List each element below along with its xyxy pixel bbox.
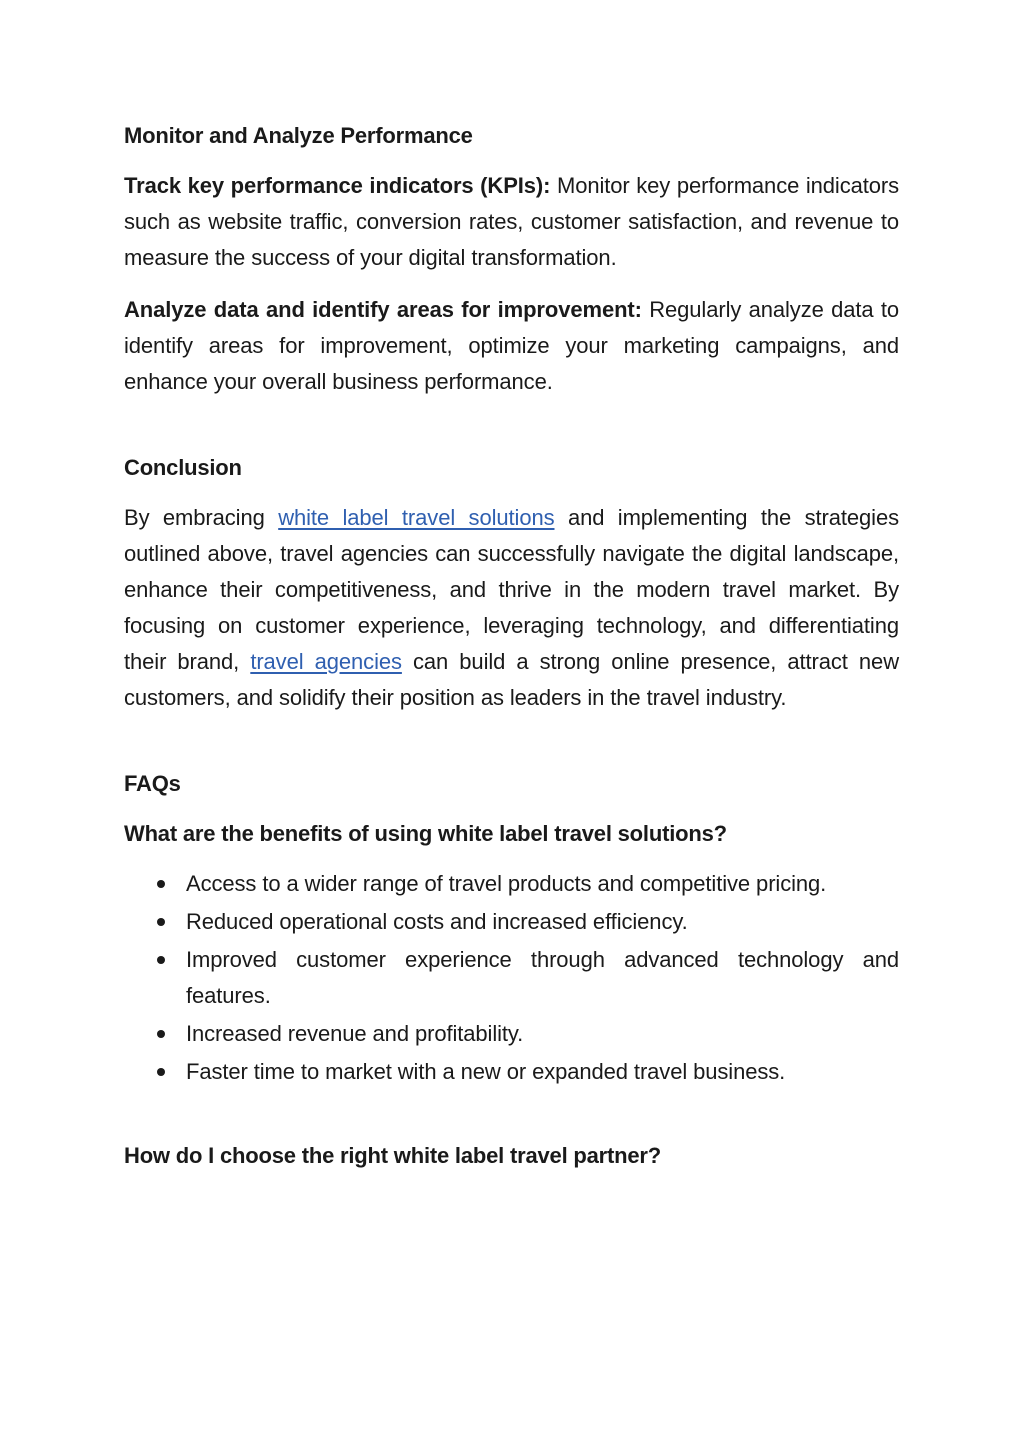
analyze-label: Analyze data and identify areas for improvement:: [124, 297, 642, 322]
bullet-icon: [157, 1068, 165, 1076]
benefit-text: Access to a wider range of travel products and competitive pricing.: [186, 871, 827, 896]
kpi-label: Track key performance indicators (KPIs):: [124, 173, 551, 198]
analyze-text: Regularly analyze data to identify areas for improvement, optimize your marketing campaigns, and enhance your overall business performance.: [124, 297, 899, 394]
faq-question-partner: How do I choose the right white label travel partner?: [124, 1143, 662, 1168]
list-item: [186, 866, 899, 902]
faq-question-benefits: What are the benefits of using white label travel solutions?: [124, 821, 727, 846]
conclusion-text-2: and implementing the strategies outlined above, travel agencies can successfully navigate the digital landscape, enhance their competitiveness, and thrive in the modern travel market. By focusing on customer experience, leveraging technology, and differentiating their brand,: [124, 505, 899, 674]
bullet-icon: [157, 956, 165, 964]
list-item: [186, 942, 899, 1014]
bullet-icon: [157, 880, 165, 888]
benefit-text: Increased revenue and profitability.: [186, 1021, 524, 1046]
white-label-link[interactable]: white label travel solutions: [278, 505, 555, 530]
list-item: [186, 1016, 899, 1052]
conclusion-paragraph: [124, 500, 899, 716]
faqs-heading: FAQs: [124, 771, 181, 796]
conclusion-text-3: can build a strong online presence, attract new customers, and solidify their position as leaders in the travel industry.: [124, 649, 899, 710]
kpi-paragraph: [124, 168, 899, 276]
travel-agencies-link[interactable]: travel agencies: [250, 649, 402, 674]
benefit-text: Faster time to market with a new or expanded travel business.: [186, 1059, 786, 1084]
benefit-text: Reduced operational costs and increased efficiency.: [186, 909, 688, 934]
kpi-text: Monitor key performance indicators such as website traffic, conversion rates, customer satisfaction, and revenue to measure the success of your digital transformation.: [124, 173, 900, 270]
benefits-list: [124, 866, 899, 1090]
conclusion-heading: Conclusion: [124, 455, 242, 480]
list-item: [186, 904, 899, 940]
bullet-icon: [157, 918, 165, 926]
list-item: [186, 1054, 899, 1090]
monitor-heading: Monitor and Analyze Performance: [124, 123, 473, 148]
analyze-paragraph: [124, 292, 899, 400]
benefit-text: Improved customer experience through advanced technology and features.: [186, 947, 899, 1008]
bullet-icon: [157, 1030, 165, 1038]
document-page: [124, 118, 899, 1174]
conclusion-text-1: By embracing: [124, 505, 279, 530]
